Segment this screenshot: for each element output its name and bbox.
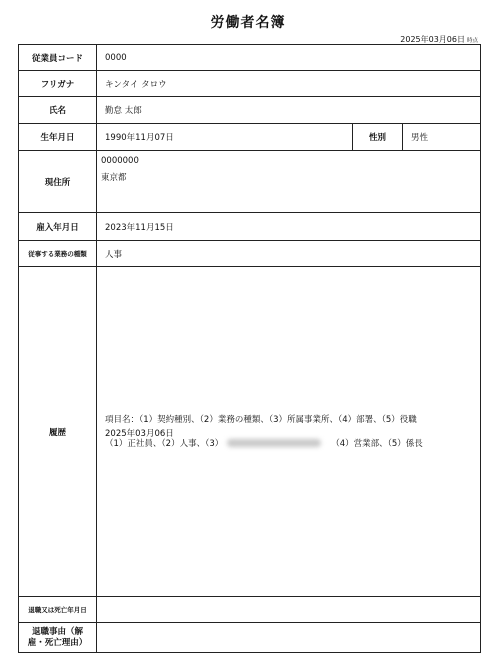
history-header-line: 項目名：（1）契約種別、（2）業務の種類、（3）所属事業所、（4）部署、（5）役職	[105, 414, 417, 425]
as-of-date-value: 2025年03月06日	[400, 35, 465, 44]
history-entry-date: 2025年03月06日	[105, 428, 174, 439]
hire-date-value: 2023年11月15日	[97, 213, 481, 241]
postal-code: 0000000	[101, 156, 139, 166]
retirement-reason-label: 退職事由（解雇・死亡理由）	[19, 623, 97, 653]
row-retirement-reason	[19, 623, 481, 653]
hire-date-label: 雇入年月日	[19, 213, 97, 241]
row-history	[19, 267, 481, 597]
row-hire-date	[19, 213, 481, 241]
job-type-value: 人事	[97, 241, 481, 267]
row-furigana	[19, 71, 481, 97]
birth-date-value: 1990年11月07日	[97, 124, 353, 151]
furigana-label: フリガナ	[19, 71, 97, 97]
history-content	[97, 267, 481, 597]
row-birth-gender	[19, 124, 481, 151]
name-value: 勤怠 太郎	[97, 97, 481, 124]
name-label: 氏名	[19, 97, 97, 124]
history-entry-part-a: （1）正社員、（2）人事、（3）	[105, 438, 224, 449]
retirement-reason-value	[97, 623, 481, 653]
history-label: 履歴	[19, 267, 97, 597]
row-job-type	[19, 241, 481, 267]
employee-code-value: 0000	[97, 45, 481, 71]
row-employee-code	[19, 45, 481, 71]
history-entry	[105, 439, 472, 449]
job-type-label: 従事する業務の種類	[19, 241, 97, 267]
retirement-date-label: 退職又は死亡年月日	[19, 597, 97, 623]
employee-code-label: 従業員コード	[19, 45, 97, 71]
row-retirement-date	[19, 597, 481, 623]
retirement-date-value	[97, 597, 481, 623]
birth-date-label: 生年月日	[19, 124, 97, 151]
gender-label: 性別	[353, 124, 403, 151]
page-title: 労働者名簿	[210, 15, 286, 31]
history-entry-part-b: （4）営業部、（5）係長	[331, 438, 423, 449]
address-value	[97, 151, 481, 213]
as-of-suffix: 時点	[466, 38, 478, 44]
prefecture: 東京都	[101, 173, 127, 183]
redacted-office-blur	[227, 439, 321, 447]
gender-value: 男性	[403, 124, 481, 151]
row-address	[19, 151, 481, 213]
furigana-value: キンタイ タロウ	[97, 71, 481, 97]
row-name	[19, 97, 481, 124]
register-table	[18, 44, 481, 653]
address-label: 現住所	[19, 151, 97, 213]
